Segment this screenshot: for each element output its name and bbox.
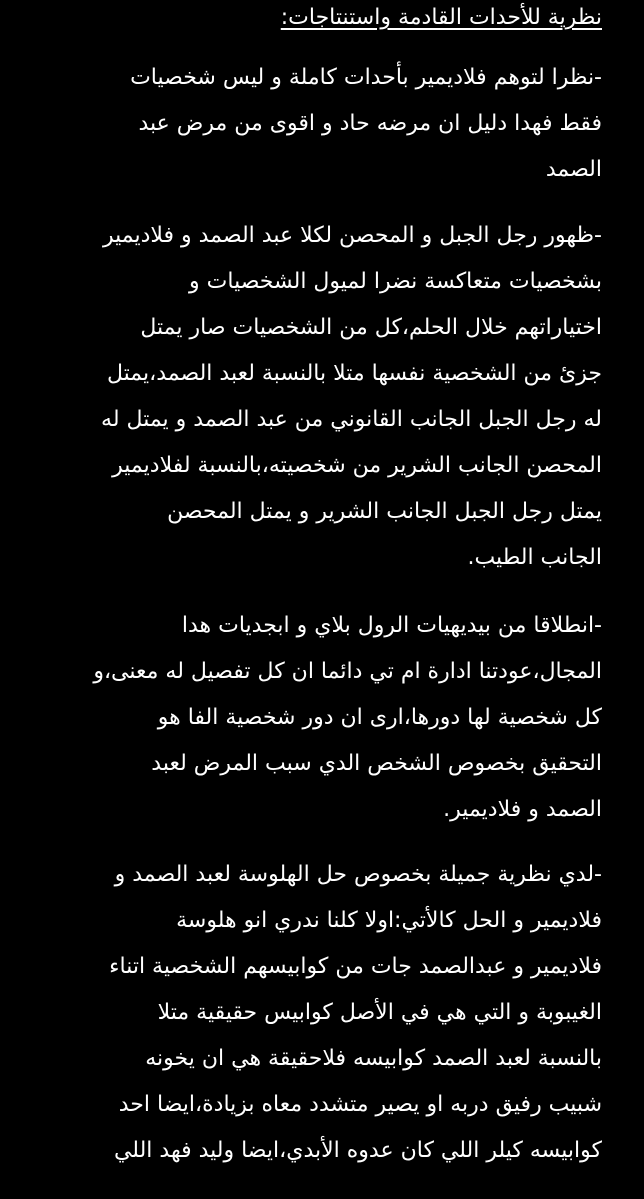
paragraph-line: بشخصيات متعاكسة نضرا لميول الشخصيات و — [189, 269, 602, 294]
paragraph-line: بالنسبة لعبد الصمد كوابيسه فلاحقيقة هي ان يخونه — [145, 1046, 602, 1071]
paragraph-line: شبيب رفيق دربه او يصير متشدد معاه بزيادة،ايضا احد — [118, 1092, 602, 1117]
paragraph-line: -انطلاقا من بيديهيات الرول بلاي و ابجديات هدا — [181, 613, 602, 638]
paragraph-line: المجال،عودتنا ادارة ام تي دائما ان كل تفصيل له معنى،و — [93, 659, 602, 684]
document-title: نظرية للأحدات القادمة واستنتاجات: — [280, 5, 602, 30]
paragraph-1 — [36, 55, 602, 193]
paragraph-line: يمتل رجل الجبل الجانب الشرير و يمتل المحصن — [167, 499, 602, 524]
paragraph-line: له رجل الجبل الجانب القانوني من عبد الصمد و يمتل له — [101, 407, 602, 432]
paragraph-line: فلاديمير و عبدالصمد جات من كوابيسهم الشخصية اتناء — [109, 954, 602, 979]
paragraph-line: التحقيق بخصوص الشخص الدي سبب المرض لعبد — [151, 751, 602, 776]
paragraph-line: فقط فهدا دليل ان مرضه حاد و اقوى من مرض عبد — [138, 111, 602, 136]
paragraph-line: الجانب الطيب. — [467, 545, 602, 570]
paragraph-line: اختياراتهم خلال الحلم،كل من الشخصيات صار يمتل — [140, 315, 602, 340]
paragraph-4 — [36, 852, 602, 1174]
paragraph-line: كل شخصية لها دورها،ارى ان دور شخصية الفا هو — [157, 705, 602, 730]
paragraph-line: جزئ من الشخصية نفسها متلا بالنسبة لعبد الصمد،يمتل — [107, 361, 602, 386]
paragraph-2 — [36, 213, 602, 581]
paragraph-line: الصمد و فلاديمير. — [443, 797, 602, 822]
paragraph-line: الصمد — [545, 157, 602, 182]
paragraph-line: المحصن الجانب الشرير من شخصيته،بالنسبة لفلاديمير — [112, 453, 602, 478]
paragraph-line: -لدي نظرية جميلة بخصوص حل الهلوسة لعبد الصمد و — [114, 862, 602, 887]
paragraph-line: -نظرا لتوهم فلاديمير بأحدات كاملة و ليس شخصيات — [130, 65, 602, 90]
paragraph-line: فلاديمير و الحل كالأتي:اولا كلنا ندري انو هلوسة — [176, 908, 602, 933]
paragraph-3 — [36, 603, 602, 833]
paragraph-line: كوابيسه كيلر اللي كان عدوه الأبدي،ايضا وليد فهد اللي — [113, 1138, 602, 1163]
paragraph-line: -ظهور رجل الجبل و المحصن لكلا عبد الصمد و فلاديمير — [102, 223, 602, 248]
paragraph-line: الغيبوبة و التي هي في الأصل كوابيس حقيقية متلا — [157, 1000, 602, 1025]
document-page — [36, 0, 602, 1163]
